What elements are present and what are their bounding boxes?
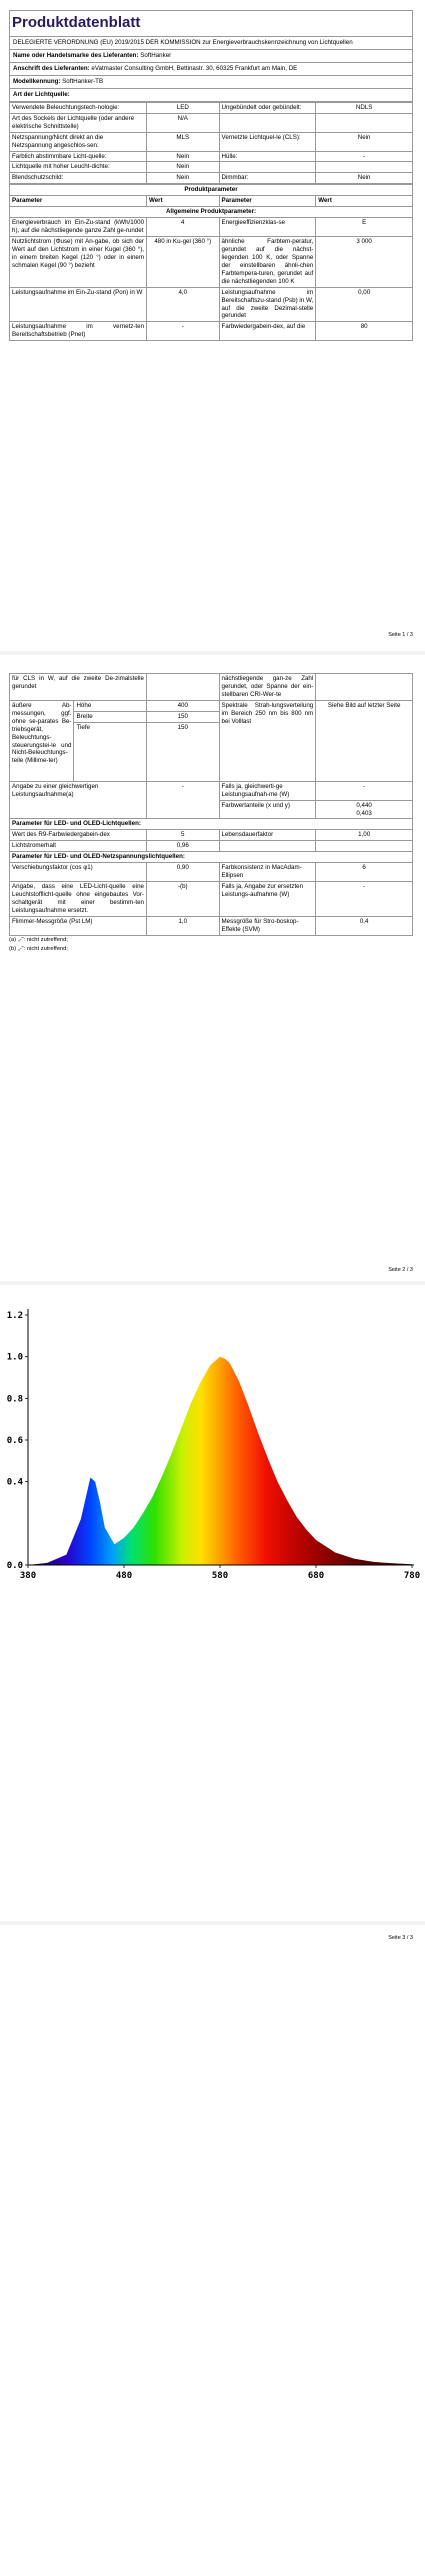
displacement-factor-label: Verschiebungsfaktor (cos φ1)	[10, 863, 147, 882]
lumen-maintenance-value: 0,96	[147, 841, 220, 852]
type-value: Nein	[147, 151, 220, 162]
r9-label: Wert des R9-Farbwiedergabein-dex	[10, 830, 147, 841]
page-number-3: Seite 3 / 3	[388, 1935, 413, 1941]
col-param-2: Parameter	[219, 196, 316, 207]
y-tick-label: 0.4	[6, 1477, 23, 1488]
param-value-2: E	[316, 218, 413, 237]
type-value-2: Nein	[316, 173, 413, 184]
datasheet	[9, 10, 413, 341]
general-params-title: Allgemeine Produktparameter:	[10, 207, 413, 218]
address-row	[9, 63, 413, 76]
replacement-power-value: -	[316, 882, 413, 917]
type-label: Art des Sockels der Lichtquelle (oder andere elektrische Schnittstelle)	[10, 113, 147, 132]
address-value: eVatmaster Consulting GmbH, Bettinastr. 30, 60325 Frankfurt am Main, DE	[91, 64, 298, 72]
survival-label: Lebensdauerfaktor	[219, 830, 316, 841]
x-tick-label: 680	[307, 1571, 325, 1581]
equivalent-watt-value: -	[316, 781, 413, 800]
type-row	[10, 132, 413, 151]
param-label-2: Leistungsaufnahme im Bereitschaftszu-stand (Psb) in W, auf die zweite Dezimal-stelle gerundet	[219, 287, 316, 322]
dimensions-label: äußere Ab-messungen, ggf. ohne se-parates Be-triebsgerät, Beleuchtungs-steuerungstei-le und Nicht-Beleuchtungs-teile (Millime-ter)	[10, 700, 74, 781]
y-tick-label: 0.0	[6, 1561, 23, 1571]
svm-value: 0,4	[316, 916, 413, 935]
flicker-label: Flimmer-Messgröße (Pst LM)	[10, 916, 147, 935]
led-params-title: Parameter für LED- und OLED-Lichtquellen:	[10, 819, 413, 830]
chromaticity-x: 0,440	[356, 801, 372, 809]
x-tick-label: 480	[115, 1571, 133, 1581]
regulation-text: DELEGIERTE VERORDNUNG (EU) 2019/2015 DER KOMMISSION zur Energieverbrauchskennzeichnung von Lichtquellen	[9, 36, 413, 50]
y-tick-label: 1.0	[6, 1352, 23, 1363]
y-tick-label: 0.8	[6, 1394, 23, 1405]
dim-depth-value: 150	[147, 722, 220, 781]
type-label: Farblich abstimmbare Licht-quelle:	[10, 151, 147, 162]
spectral-value: Siehe Bild auf letzter Seite	[316, 700, 413, 781]
type-value-2: Nein	[316, 132, 413, 151]
param-label: Energieverbrauch im Ein-Zu-stand (kWh/1000 h), auf die nächstliegende ganze Zahl ge-rundet	[10, 218, 147, 237]
type-row	[10, 162, 413, 173]
param-label-2: ähnliche Farbtem-peratur, gerundet auf die nächst-liegenden 100 K, oder Spanne der einstellbaren ähnli-chen Farbtempera-turen, gerundet auf die nächstliegenden 100 K	[219, 237, 316, 288]
spectral-label: Spektrale Strah-lungsverteilung im Bereich 250 nm bis 800 nm bei Volllast	[219, 700, 316, 781]
type-label-2: Dimmbar:	[219, 173, 316, 184]
type-label: Lichtquelle mit hoher Leucht-dichte:	[10, 162, 147, 173]
param-value-2: 3 000	[316, 237, 413, 288]
param-row	[10, 218, 413, 237]
cri-continued: nächstliegende gan-ze Zahl gerundet, oder Spanne der ein-stellbaren CRI-Wer-te	[219, 674, 316, 701]
chromaticity-values	[316, 800, 413, 819]
type-row	[10, 173, 413, 184]
chromaticity-y: 0,403	[356, 809, 372, 817]
dim-height-name: Höhe	[74, 700, 147, 711]
type-row	[10, 102, 413, 113]
param-label-2: Energieeffizienzklas-se	[219, 218, 316, 237]
page-4	[0, 1925, 425, 2550]
type-value-2	[316, 113, 413, 132]
equivalent-watt-label: Falls ja, gleichwerti-ge Leistungsaufnah-me (W)	[219, 781, 316, 800]
param-row	[10, 287, 413, 322]
x-tick-label: 580	[211, 1571, 229, 1581]
type-value: MLS	[147, 132, 220, 151]
footnote-a: (a) „-": nicht zutreffend;	[9, 936, 68, 943]
footnote-b: (b) „-": nicht zutreffend;	[9, 946, 68, 953]
col-param-1: Parameter	[10, 196, 147, 207]
type-label: Blendschutzschild:	[10, 173, 147, 184]
replacement-power-label: Falls ja, Angabe zur ersetzten Leistungs-aufnahme (W)	[219, 882, 316, 917]
type-value-2	[316, 162, 413, 173]
dim-width-name: Breite	[74, 711, 147, 722]
lumen-maintenance-label: Lichtstromerhalt	[10, 841, 147, 852]
type-heading: Art der Lichtquelle:	[9, 89, 413, 102]
spectral-distribution-chart	[0, 1297, 425, 1607]
type-value: LED	[147, 102, 220, 113]
model-value: SoftHanker-TB	[62, 77, 104, 85]
type-label-2: Hülle:	[219, 151, 316, 162]
y-tick-label: 0.6	[6, 1436, 23, 1446]
document-title: Produktdatenblatt	[9, 10, 413, 36]
mains-params-title: Parameter für LED- und OLED-Netzspannungslichtquellen:	[10, 852, 413, 863]
page-3	[0, 1285, 425, 1920]
page-1	[0, 0, 425, 650]
supplier-value: SoftHanker	[140, 51, 172, 59]
dim-width-value: 150	[147, 711, 220, 722]
supplier-label: Name oder Handelsmarke des Lieferanten:	[13, 51, 139, 59]
spectrum-area	[28, 1357, 412, 1565]
type-label-2: Ungebündelt oder gebündelt:	[219, 102, 316, 113]
page-number-2: Seite 2 / 3	[388, 1267, 413, 1273]
param-label-2: Farbwiedergabein-dex, auf die	[219, 322, 316, 341]
x-tick-label: 380	[19, 1571, 37, 1581]
replacement-claim-label: Angabe, dass eine LED-Licht-quelle eine Leuchtstofflicht-quelle ohne eingebautes Vor-schaltgerät mit einer bestimm-ten Leistungsaufnahme ersetzt.	[10, 882, 147, 917]
equivalent-power-value: -	[147, 781, 220, 819]
equivalent-power-label: Angabe zu einer gleichwertigen Leistungsaufnahme(a)	[10, 781, 147, 819]
y-tick-label: 1.2	[6, 1311, 23, 1321]
r9-value: 5	[147, 830, 220, 841]
product-parameters-table	[9, 184, 413, 341]
type-row	[10, 151, 413, 162]
param-value: 4	[147, 218, 220, 237]
address-label: Anschrift des Lieferanten:	[13, 64, 90, 72]
param-label: Leistungsaufnahme im Ein-Zu-stand (Pon) in W	[10, 287, 147, 322]
dim-depth-name: Tiefe	[74, 722, 147, 781]
survival-value: 1,00	[316, 830, 413, 841]
parameters-continued-table	[9, 673, 413, 936]
param-value-2: 0,00	[316, 287, 413, 322]
type-label-2	[219, 162, 316, 173]
type-value: Nein	[147, 173, 220, 184]
svm-label: Messgröße für Stro-boskop-Effekte (SVM)	[219, 916, 316, 935]
type-value-2: NDLS	[316, 102, 413, 113]
page-2	[0, 655, 425, 1280]
cls-standby-continued: für CLS in W, auf die zweite De-zimalstelle gerundet	[10, 674, 147, 701]
param-value: 480 in Ku-gel (360 °)	[147, 237, 220, 288]
col-value-1: Wert	[147, 196, 220, 207]
chromaticity-label: Farbwertanteile (x und y)	[219, 800, 316, 819]
param-value: -	[147, 322, 220, 341]
param-value-2: 80	[316, 322, 413, 341]
type-value-2: -	[316, 151, 413, 162]
param-value: 4,0	[147, 287, 220, 322]
type-label-2: Vernetzte Lichtquel-le (CLS):	[219, 132, 316, 151]
x-tick-label: 780	[403, 1571, 421, 1581]
param-row	[10, 237, 413, 288]
flicker-value: 1,0	[147, 916, 220, 935]
col-value-2: Wert	[316, 196, 413, 207]
params-section-title: Produktparameter	[10, 185, 413, 196]
type-value: N/A	[147, 113, 220, 132]
type-label: Netzspannung/Nicht direkt an die Netzspannung angeschlos-sen:	[10, 132, 147, 151]
param-row	[10, 322, 413, 341]
replacement-claim-value: -(b)	[147, 882, 220, 917]
type-value: Nein	[147, 162, 220, 173]
page-number: Seite 1 / 3	[388, 632, 413, 638]
dim-height-value: 400	[147, 700, 220, 711]
datasheet-continued	[9, 673, 413, 955]
model-label: Modellkennung:	[13, 77, 61, 85]
param-label: Nutzlichtstrom (Φuse) mit An-gabe, ob sich der Wert auf den Lichtstrom in einer Kugel (360 °), in einem breiten Kegel (120 °) oder in einem schmalen Kegel (90 °) bezieht	[10, 237, 147, 288]
supplier-row	[9, 50, 413, 63]
type-label-2	[219, 113, 316, 132]
macadam-label: Farbkonsistenz in MacAdam-Ellipsen	[219, 863, 316, 882]
model-row	[9, 76, 413, 89]
type-label: Verwendete Beleuchtungstech-nologie:	[10, 102, 147, 113]
param-label: Leistungsaufnahme im vernetz-ten Bereitschaftsbetrieb (Pnet)	[10, 322, 147, 341]
macadam-value: 6	[316, 863, 413, 882]
type-row	[10, 113, 413, 132]
displacement-factor-value: 0,90	[147, 863, 220, 882]
light-source-type-table	[9, 102, 413, 185]
